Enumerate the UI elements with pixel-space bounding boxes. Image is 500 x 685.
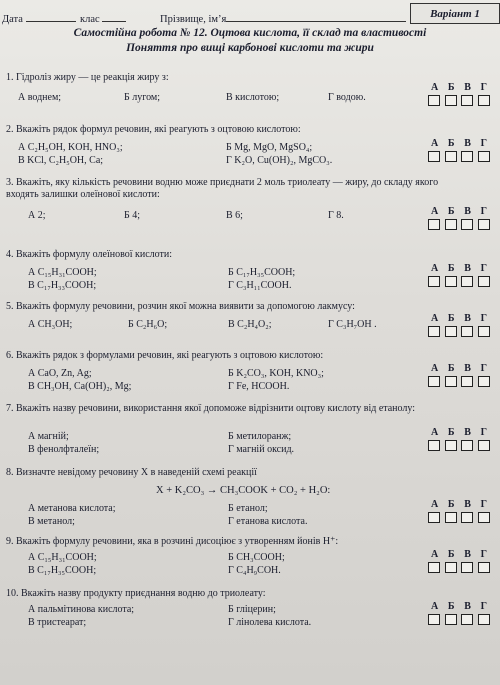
answer-grid: А Б В Г <box>428 138 490 162</box>
answer-grid: А Б В Г <box>428 263 490 287</box>
answer-cell-b[interactable] <box>445 562 457 573</box>
option-a[interactable]: А воднем; <box>18 92 62 103</box>
option-b[interactable]: Б метилоранж; <box>228 431 292 442</box>
answer-cell-c[interactable] <box>461 512 473 523</box>
question-text: 8. Визначте невідому речовину X в наведеній схемі реакції <box>6 467 257 478</box>
answer-cell-c[interactable] <box>461 440 473 451</box>
option-b[interactable]: Б гліцерин; <box>228 604 276 615</box>
answer-cell-b[interactable] <box>445 614 457 625</box>
answer-cell-a[interactable] <box>428 151 440 162</box>
answer-cell-c[interactable] <box>461 376 473 387</box>
answer-grid: А Б В Г <box>428 363 490 387</box>
option-d[interactable]: Г C₄H₉COH. <box>228 565 281 576</box>
option-b[interactable]: Б K₂CO₃, KOH, KNO₃; <box>228 368 324 379</box>
option-c[interactable]: В KCl, C₂H₅OH, Ca; <box>18 155 104 166</box>
option-c[interactable]: В CH₃OH, Ca(OH)₂, Mg; <box>28 381 132 392</box>
option-a[interactable]: А C₁₅H₃₁COOH; <box>28 267 97 278</box>
question-text: 1. Гідроліз жиру — це реакція жиру з: <box>6 72 169 83</box>
option-d[interactable]: Г C₃H₇OH . <box>328 319 377 330</box>
answer-cell-b[interactable] <box>445 151 457 162</box>
answer-cell-c[interactable] <box>461 326 473 337</box>
option-c[interactable]: В 6; <box>226 210 243 221</box>
answer-grid: А Б В Г <box>428 82 490 106</box>
option-c[interactable]: В метанол; <box>28 516 75 527</box>
option-c[interactable]: В C₂H₄O₂; <box>228 319 272 330</box>
question-7 <box>6 403 496 461</box>
answer-cell-b[interactable] <box>445 326 457 337</box>
option-b[interactable]: Б C₁₇H₃₅COOH; <box>228 267 296 278</box>
answer-cell-d[interactable] <box>478 440 490 451</box>
answer-cell-b[interactable] <box>445 219 457 230</box>
option-d[interactable]: Г магній оксид. <box>228 444 295 455</box>
header <box>0 3 500 25</box>
answer-cell-d[interactable] <box>478 276 490 287</box>
answer-cell-a[interactable] <box>428 376 440 387</box>
page-title: Самостійна робота № 12. Оцтова кислота, її склад та властивості <box>73 27 427 39</box>
question-text: 6. Вкажіть рядок з формулами речовин, які реагують з оцтовою кислотою: <box>6 350 324 361</box>
question-text: 2. Вкажіть рядок формул речовин, які реагують з оцтовою кислотою: <box>6 124 301 135</box>
answer-cell-c[interactable] <box>461 562 473 573</box>
option-a[interactable]: А C₁₅H₃₁COOH; <box>28 552 97 563</box>
answer-cell-c[interactable] <box>461 219 473 230</box>
answer-cell-d[interactable] <box>478 512 490 523</box>
option-a[interactable]: А CH₃OH; <box>28 319 73 330</box>
question-5 <box>6 301 496 341</box>
answer-cell-b[interactable] <box>445 512 457 523</box>
question-1 <box>6 72 496 112</box>
option-c[interactable]: В C₁₇H₃₅COOH; <box>28 565 97 576</box>
answer-grid: А Б В Г <box>428 313 490 337</box>
class-field[interactable]: клас <box>80 11 126 25</box>
option-a[interactable]: А метанова кислота; <box>28 503 116 514</box>
answer-cell-a[interactable] <box>428 562 440 573</box>
answer-cell-d[interactable] <box>478 376 490 387</box>
surname-field[interactable]: Прізвище, ім’я <box>160 11 406 25</box>
option-d[interactable]: Г 8. <box>328 210 344 221</box>
answer-cell-d[interactable] <box>478 219 490 230</box>
answer-cell-c[interactable] <box>461 95 473 106</box>
answer-grid: А Б В Г <box>428 549 490 573</box>
option-d[interactable]: Г лінолева кислота. <box>228 617 312 628</box>
option-b[interactable]: Б 4; <box>124 210 141 221</box>
question-text: 3. Вкажіть, яку кількість речовини водню може приєднати 2 моль триолеату — жиру, до складу якого входять залишки олеїнової кислоти: <box>6 177 439 200</box>
answer-cell-d[interactable] <box>478 326 490 337</box>
answer-cell-c[interactable] <box>461 276 473 287</box>
option-b[interactable]: Б C₂H₆O; <box>128 319 168 330</box>
answer-cell-a[interactable] <box>428 326 440 337</box>
question-text: 10. Вкажіть назву продукту приєднання водню до триолеату: <box>6 588 266 599</box>
question-text: 4. Вкажіть формулу олеїнової кислоти: <box>6 249 173 260</box>
option-a[interactable]: А 2; <box>28 210 46 221</box>
variant-badge: Варіант 1 <box>410 3 500 24</box>
answer-grid: А Б В Г <box>428 601 490 625</box>
question-text: 7. Вкажіть назву речовини, використання якої допоможе відрізнити оцтову кислоту від етанолу: <box>6 403 416 414</box>
page-subtitle: Поняття про вищі карбонові кислоти та жири <box>126 42 374 54</box>
option-b[interactable]: Б етанол; <box>228 503 268 514</box>
question-6 <box>6 350 496 398</box>
option-c[interactable]: В C₁₇H₃₃COOH; <box>28 280 97 291</box>
answer-cell-d[interactable] <box>478 151 490 162</box>
option-d[interactable]: Г Fe, HCOOH. <box>228 381 290 392</box>
question-3 <box>6 177 496 232</box>
option-c[interactable]: В тристеарат; <box>28 617 87 628</box>
answer-grid: А Б В Г <box>428 427 490 451</box>
option-a[interactable]: А C₂H₅OH, KOH, HNO₃; <box>18 142 123 153</box>
question-text: 5. Вкажіть формулу речовини, розчин якої можна виявити за допомогою лакмусу: <box>6 301 355 312</box>
answer-cell-d[interactable] <box>478 614 490 625</box>
question-4 <box>6 249 496 294</box>
option-c[interactable]: В кислотою; <box>226 92 280 103</box>
answer-grid: А Б В Г <box>428 206 490 230</box>
option-d[interactable]: Г етанова кислота. <box>228 516 308 527</box>
answer-cell-a[interactable] <box>428 512 440 523</box>
option-b[interactable]: Б Mg, MgO, MgSO₄; <box>226 142 313 153</box>
answer-cell-a[interactable] <box>428 219 440 230</box>
answer-grid: А Б В Г <box>428 499 490 523</box>
question-text: 9. Вкажіть формулу речовини, яка в розчині дисоціює з утворенням йонів H⁺: <box>6 536 339 547</box>
option-a[interactable]: А магній; <box>28 431 69 442</box>
answer-cell-b[interactable] <box>445 95 457 106</box>
option-c[interactable]: В фенолфталеїн; <box>28 444 100 455</box>
question-8 <box>6 467 496 529</box>
question-2 <box>6 124 496 174</box>
answer-cell-a[interactable] <box>428 95 440 106</box>
question-10 <box>6 588 496 638</box>
answer-cell-c[interactable] <box>461 614 473 625</box>
reaction-equation: X + K₂CO₃ → CH₃COOK + CO₂ + H₂O: <box>156 485 331 496</box>
option-d[interactable]: Г C₃H₁₁COOH. <box>228 280 292 291</box>
answer-cell-a[interactable] <box>428 276 440 287</box>
answer-cell-b[interactable] <box>445 440 457 451</box>
option-d[interactable]: Г водою. <box>328 92 366 103</box>
option-a[interactable]: А CaO, Zn, Ag; <box>28 368 92 379</box>
answer-cell-b[interactable] <box>445 276 457 287</box>
date-field[interactable]: Дата <box>2 11 76 25</box>
question-9 <box>6 536 496 584</box>
option-d[interactable]: Г K₂O, Cu(OH)₂, MgCO₃. <box>226 155 333 166</box>
option-b[interactable]: Б CH₃COOH; <box>228 552 285 563</box>
answer-cell-d[interactable] <box>478 95 490 106</box>
answer-cell-d[interactable] <box>478 562 490 573</box>
option-a[interactable]: А пальмітинова кислота; <box>28 604 135 615</box>
answer-cell-a[interactable] <box>428 614 440 625</box>
option-b[interactable]: Б лугом; <box>124 92 161 103</box>
answer-cell-b[interactable] <box>445 376 457 387</box>
answer-cell-a[interactable] <box>428 440 440 451</box>
answer-cell-c[interactable] <box>461 151 473 162</box>
